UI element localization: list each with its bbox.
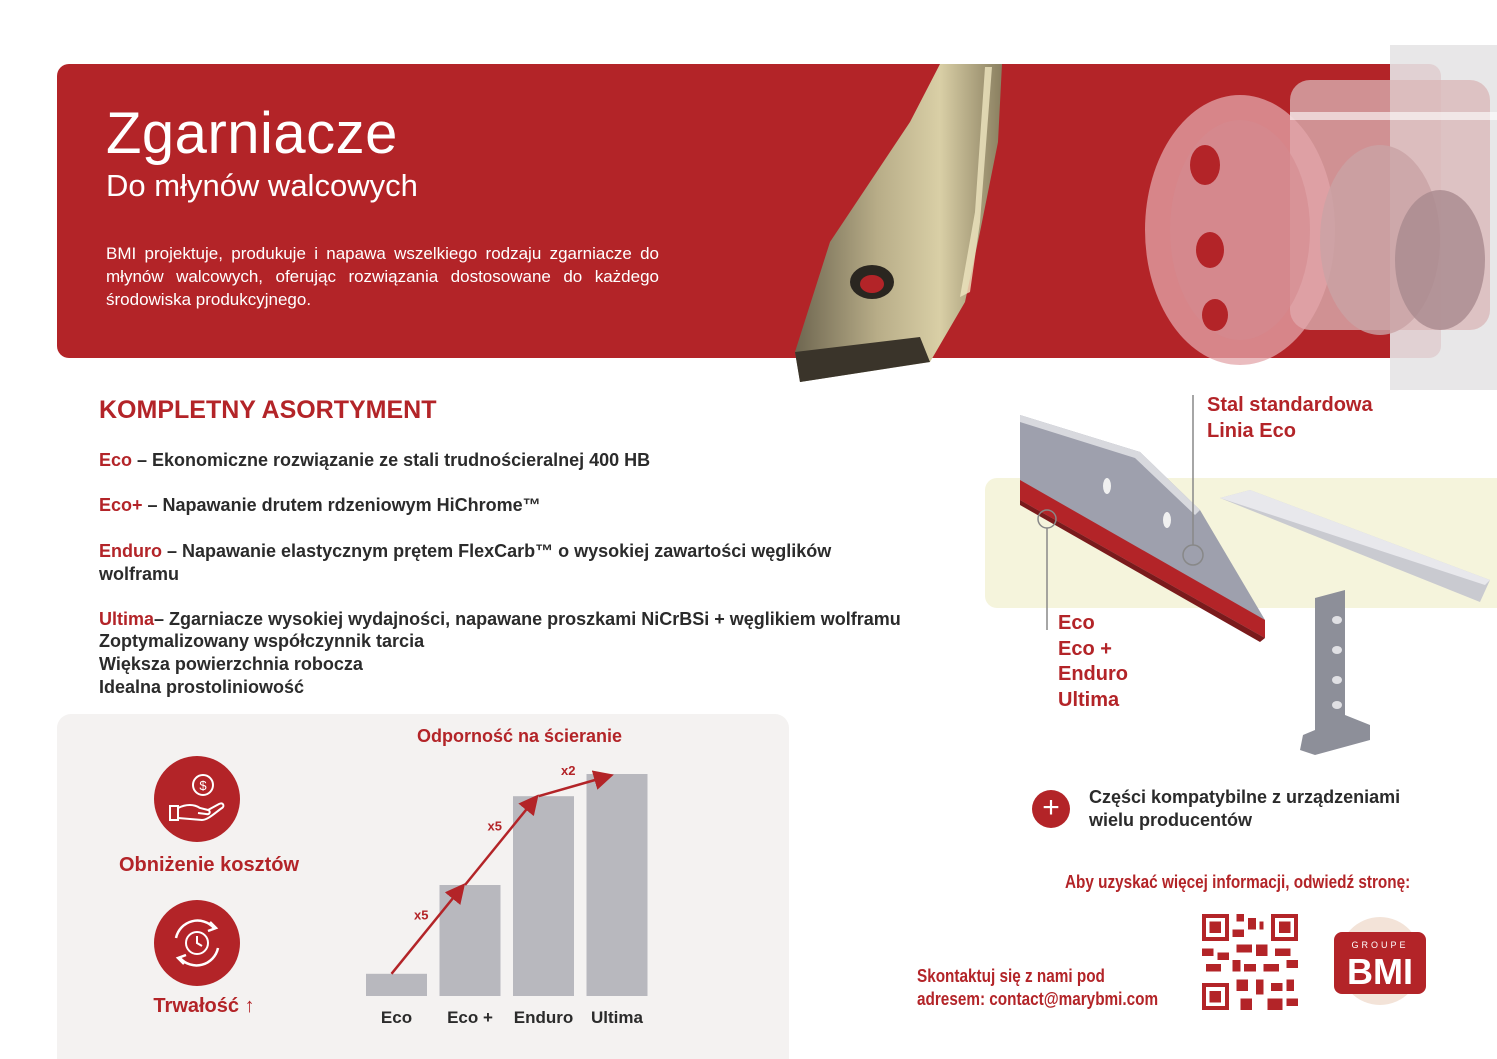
hero-description: BMI projektuje, produkuje i napawa wszelkiego rodzaju zgarniacze do młynów walcowych, oferując rozwiązania dostosowane do każdego środowiska produkcyjnego. xyxy=(106,244,659,309)
compat-line: Części kompatybilne z urządzeniami xyxy=(1089,787,1401,807)
svg-text:$: $ xyxy=(199,778,207,793)
multiplier-label: x5 xyxy=(487,818,502,834)
clock-cycle-icon xyxy=(154,900,240,986)
label-line: Eco xyxy=(1058,612,1095,634)
chart-title: Odporność na ścieranie xyxy=(417,726,623,746)
category-label: Eco xyxy=(380,1008,413,1027)
tier-description: – Napawanie elastycznym prętem FlexCarb™ o wysokiej zawartości węglików wolframu xyxy=(99,541,832,584)
compatibility-note xyxy=(1089,786,1449,832)
benefit-label: Trwałość ↑ xyxy=(153,995,255,1017)
logo-groupe-text: GROUPE xyxy=(1351,940,1409,950)
range-item-enduro xyxy=(99,540,899,585)
ultima-feature: Idealna prostoliniowość xyxy=(99,677,305,697)
category-label: Ultima xyxy=(591,1008,643,1027)
scraper-blade-image xyxy=(780,62,1040,384)
bar-ultima xyxy=(587,774,648,996)
page-title: Zgarniacze xyxy=(106,101,398,166)
hand-money-icon xyxy=(154,756,240,842)
standard-steel-label xyxy=(1207,392,1373,444)
tier-name: Ultima xyxy=(99,609,155,629)
label-line: Enduro xyxy=(1058,663,1128,685)
range-item-eco-plus xyxy=(99,494,959,517)
multiplier-label: x2 xyxy=(561,763,576,779)
label-line: Ultima xyxy=(1058,688,1120,711)
bmi-logo xyxy=(1330,916,1430,1006)
tier-description: – Zgarniacze wysokiej wydajności, napawane proszkami NiCrBSi + węglikiem wolframu xyxy=(154,609,901,629)
roller-mill-image xyxy=(1140,40,1497,395)
abrasion-resistance-chart xyxy=(355,755,665,1035)
ultima-feature: Większa powierzchnia robocza xyxy=(99,654,363,674)
tier-name: Enduro xyxy=(99,541,162,561)
range-item-eco xyxy=(99,449,959,472)
bar-enduro xyxy=(513,796,574,996)
qr-code-icon[interactable] xyxy=(1200,914,1300,1010)
contact-line: Skontaktuj się z nami pod xyxy=(917,966,1105,986)
ultima-feature: Zoptymalizowany współczynnik tarcia xyxy=(99,631,425,651)
plus-icon: + xyxy=(1032,790,1070,828)
page-subtitle: Do młynów walcowych xyxy=(106,168,418,203)
tier-name: Eco xyxy=(99,450,133,470)
contact-info xyxy=(917,965,1158,1011)
label-line: Stal standardowa xyxy=(1207,394,1373,416)
label-line: Linia Eco xyxy=(1207,420,1296,442)
bar-eco xyxy=(366,974,427,996)
tier-description: – Ekonomiczne rozwiązanie ze stali trudnościeralnej 400 HB xyxy=(132,450,651,470)
range-heading: KOMPLETNY ASORTYMENT xyxy=(99,396,437,424)
category-label: Enduro xyxy=(513,1008,574,1027)
compat-line: wielu producentów xyxy=(1089,810,1253,830)
category-label: Eco + xyxy=(447,1008,493,1027)
range-item-ultima xyxy=(99,608,959,631)
hardfacing-tiers-label xyxy=(1058,611,1128,713)
tier-name: Eco+ xyxy=(99,495,143,515)
logo-bmi-text: BMI xyxy=(1347,951,1413,992)
contact-email[interactable]: adresem: contact@marybmi.com xyxy=(917,989,1159,1009)
more-info-text: Aby uzyskać więcej informacji, odwiedź stronę: xyxy=(1065,872,1411,892)
benefit-label: Obniżenie kosztów xyxy=(118,854,300,876)
label-line: Eco + xyxy=(1058,637,1112,660)
multiplier-label: x5 xyxy=(414,907,429,923)
tier-description: – Napawanie drutem rdzeniowym HiChrome™ xyxy=(142,495,541,515)
